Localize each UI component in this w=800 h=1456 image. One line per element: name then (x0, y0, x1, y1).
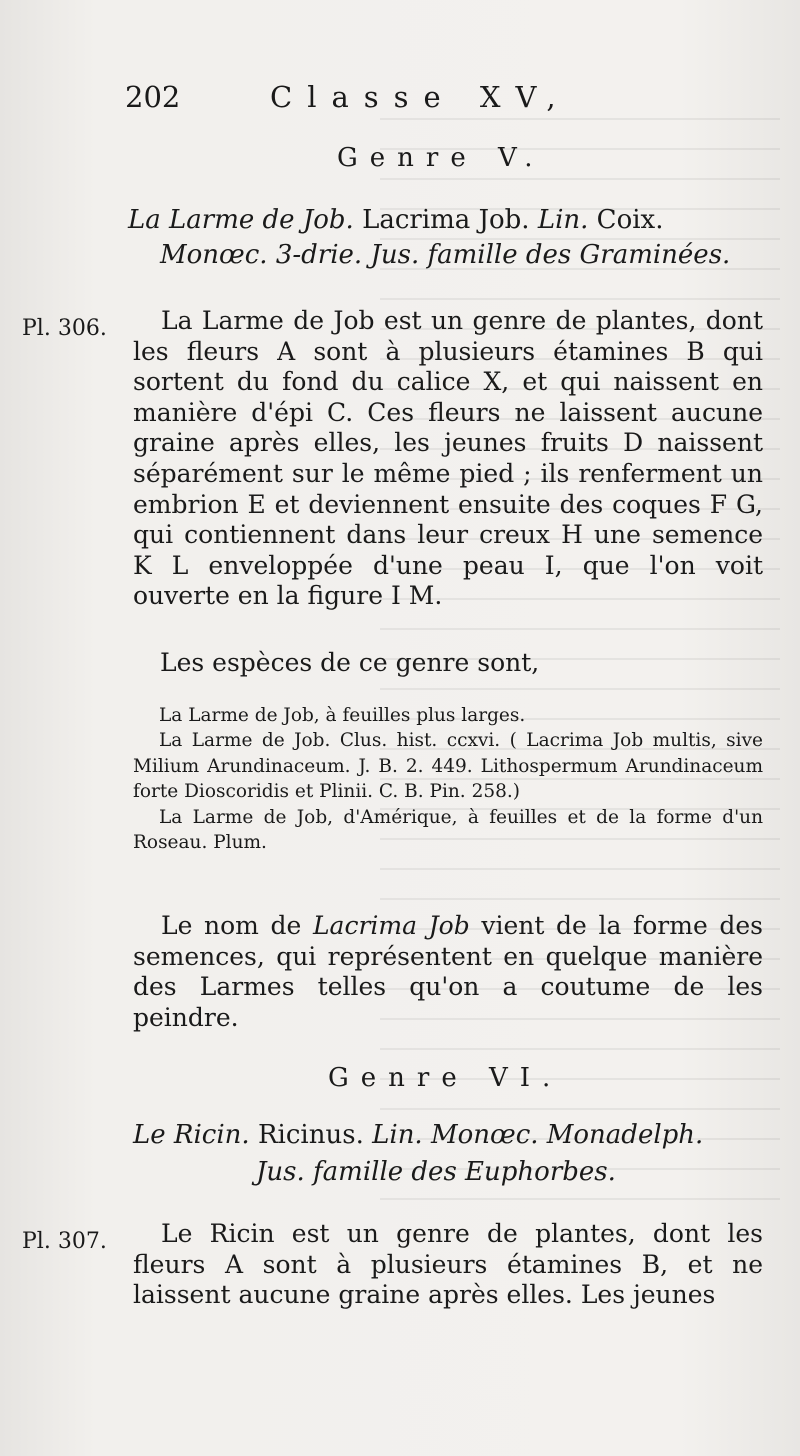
genre-6-heading: Genre VI. (328, 1063, 563, 1093)
title-authority: Lin. (537, 205, 589, 235)
title-genus: Coix. (588, 205, 664, 235)
species-item: La Larme de Job, à feuilles plus larges. (159, 705, 526, 726)
title-latin-name: Lacrima Job. (353, 205, 538, 235)
page-number: 202 (125, 80, 181, 114)
running-header (125, 80, 571, 114)
genre-5-plate-ref: Pl. 306. (22, 316, 107, 341)
description-paragraph: Le Ricin est un genre de plantes, dont les fleurs A sont à plusieurs étamines B, et ne laissent aucune graine après elles. Les jeunes (133, 1219, 763, 1310)
genre-6-plate-ref: Pl. 307. (22, 1229, 107, 1254)
genre-6-description (133, 1219, 763, 1311)
species-list (133, 703, 763, 855)
genre-5-heading: Genre V. (337, 143, 545, 173)
species-item: La Larme de Job. Clus. hist. ccxvi. ( Lacrima Job multis, sive Milium Arundinaceum. J. B. 2. 449. Lithospermum Arundinaceum forte Dioscoridis et Plinii. C. B. Pin. 258.) (133, 730, 763, 803)
name-origin-text: Le nom de Lacrima Job vient de la forme des semences, qui représentent en quelque manière des Larmes telles qu'on a coutume de les peindre. (133, 911, 763, 1032)
description-paragraph: La Larme de Job est un genre de plantes, dont les fleurs A sont à plusieurs étamines B qui sortent du fond du calice X, et qui naissent en manière d'épi C. Ces fleurs ne laissent aucune graine après elles, les jeunes fruits D naissent séparément sur le même pied ; ils renferment un embrion E et deviennent ensuite des coques F G, qui contiennent dans leur creux H une semence K L enveloppée d'une peau I, que l'on voit ouverte en la figure I M. (133, 306, 763, 611)
class-title: Classe XV, (270, 80, 571, 114)
title-french-name: La Larme de Job. (128, 205, 354, 235)
genre-6-title-line-1 (133, 1120, 703, 1150)
title-french-name: Le Ricin. (133, 1120, 250, 1150)
title-authority: Lin. Monœc. Monadelph. (372, 1120, 704, 1150)
genre-5-title-line-1 (128, 205, 663, 235)
species-heading: Les espèces de ce genre sont, (160, 648, 540, 677)
species-item: La Larme de Job, d'Amérique, à feuilles et de la forme d'un Roseau. Plum. (133, 806, 763, 854)
name-origin-paragraph (133, 911, 763, 1033)
genre-6-title-line-2: Jus. famille des Euphorbes. (256, 1157, 616, 1187)
title-latin-name: Ricinus. (249, 1120, 373, 1150)
genre-5-title-line-2: Monœc. 3-drie. Jus. famille des Graminées. (160, 240, 731, 270)
genre-5-description (133, 306, 763, 612)
